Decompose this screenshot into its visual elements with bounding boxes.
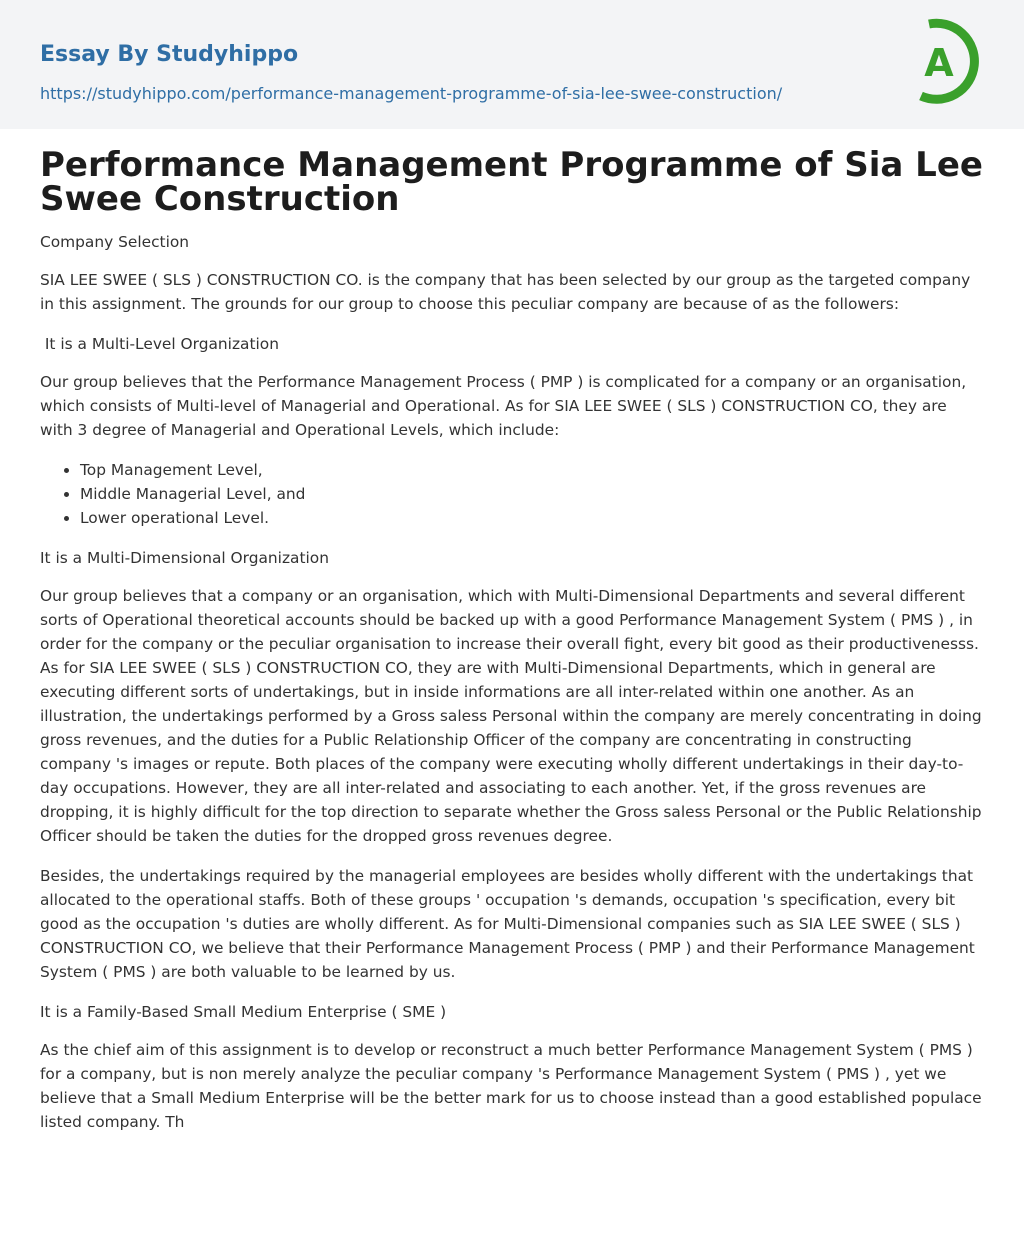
subheading-multi-dimensional: It is a Multi-Dimensional Organization <box>40 549 329 567</box>
paragraph-multi-level: Our group believes that the Performance Management Process ( PMP ) is complicated for a company or an organisation, which consists of Multi-level of Managerial and Operational. As for SIA LEE SWEE ( SLS ) CONSTRUCTION CO, they are with 3 degree of Managerial and Operational Levels, which include: <box>40 373 967 439</box>
source-url-link[interactable]: https://studyhippo.com/performance-management-programme-of-sia-lee-swee-construction/ <box>40 84 783 103</box>
essay-title: Performance Management Programme of Sia Lee Swee Construction <box>40 145 983 219</box>
paragraph-besides: Besides, the undertakings required by the managerial employees are besides wholly different with the undertakings that allocated to the operational staffs. Both of these groups ' occupation 's demands, occupation 's specification, every bit good as the occupation 's duties are wholly different. As for Multi-Dimensional companies such as SIA LEE SWEE ( SLS ) CONSTRUCTION CO, we believe that their Performance Management Process ( PMP ) and their Performance Management System ( PMS ) are both valuable to be learned by us. <box>40 867 975 981</box>
studyhippo-logo-icon[interactable] <box>909 18 987 106</box>
levels-list <box>80 458 984 530</box>
essay-content <box>40 145 984 1150</box>
subheading-family-sme: It is a Family-Based Small Medium Enterprise ( SME ) <box>40 1003 447 1021</box>
paragraph-sme: As the chief aim of this assignment is to develop or reconstruct a much better Performance Management System ( PMS ) for a company, but is non merely analyze the peculiar company 's Performance Management System ( PMS ) , yet we believe that a Small Medium Enterprise will be the better mark for us to choose instead than a good established populace listed company. Th <box>40 1041 982 1131</box>
list-item: • Top Management Level, <box>80 458 984 482</box>
paragraph-multi-dimensional: Our group believes that a company or an organisation, which with Multi-Dimensional Departments and several different sorts of Operational theoretical accounts should be backed up with a good Performance Management System ( PMS ) , in order for the company or the peculiar organisation to increase their overall fight, every bit good as their productivenesss. As for SIA LEE SWEE ( SLS ) CONSTRUCTION CO, they are with Multi-Dimensional Departments, which in general are executing different sorts of undertakings, but in inside informations are all inter-related within one another. As an illustration, the undertakings performed by a Gross saless Personal within the company are merely concentrating in doing gross revenues, and the duties for a Public Relationship Officer of the company are concentrating in constructing company 's images or repute. Both places of the company were executing wholly different undertakings in their day-to-day occupations. However, they are all inter-related and associating to each another. Yet, if the gross revenues are dropping, it is highly difficult for the top direction to separate whether the Gross saless Personal or the Public Relationship Officer should be taken the duties for the dropped gross revenues degree. <box>40 587 982 845</box>
section-heading-company-selection: Company Selection <box>40 233 190 251</box>
list-item: • Lower operational Level. <box>80 506 984 530</box>
list-item: • Middle Managerial Level, and <box>80 482 984 506</box>
logo-letter: A <box>924 41 954 85</box>
page-header <box>0 0 1024 129</box>
subheading-multi-level: It is a Multi-Level Organization <box>40 335 279 353</box>
site-brand[interactable]: Essay By Studyhippo <box>40 42 299 67</box>
paragraph-intro: SIA LEE SWEE ( SLS ) CONSTRUCTION CO. is the company that has been selected by our group as the targeted company in this assignment. The grounds for our group to choose this peculiar company are because of as the followers: <box>40 271 971 313</box>
